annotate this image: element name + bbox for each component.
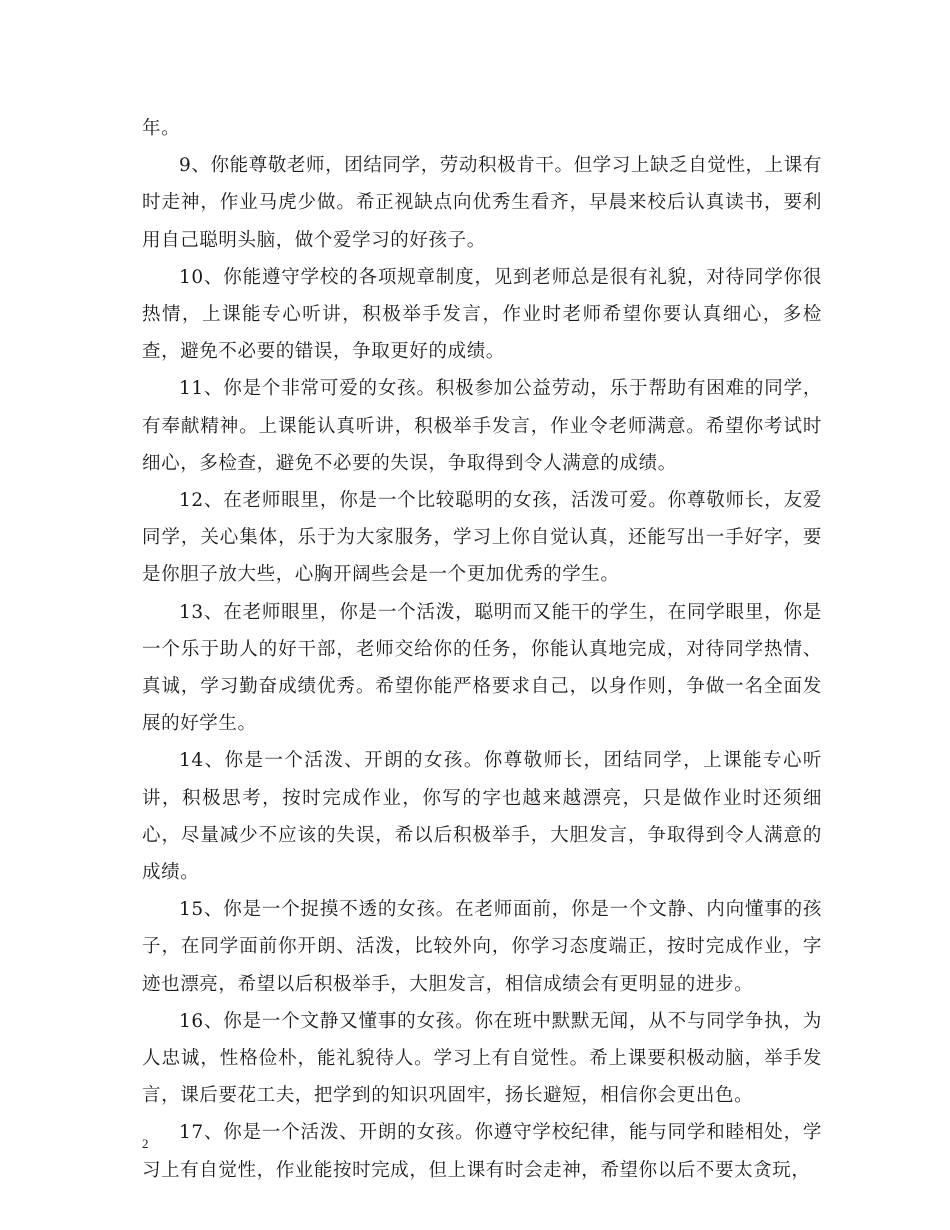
paragraph-comment-10: 10、你能遵守学校的各项规章制度，见到老师总是很有礼貌，对待同学你很热情，上课能专心听讲，积极举手发言，作业时老师希望你要认真细心，多检查，避免不必要的错误，争取更好的成绩。 — [142, 266, 822, 363]
page-number: 2 — [142, 1136, 149, 1151]
document-body — [142, 110, 822, 1189]
paragraph-comment-14: 14、你是一个活泼、开朗的女孩。你尊敬师长，团结同学，上课能专心听讲，积极思考，按时完成作业，你写的字也越来越漂亮，只是做作业时还须细心，尽量减少不应该的失误，希以后积极举手，大胆发言，争取得到令人满意的成绩。 — [142, 750, 822, 884]
paragraph-comment-16: 16、你是一个文静又懂事的女孩。你在班中默默无闻，从不与同学争执，为人忠诚，性格俭朴，能礼貌待人。学习上有自觉性。希上课要积极动脑，举手发言，课后要花工夫，把学到的知识巩固牢，扬长避短，相信你会更出色。 — [142, 1010, 822, 1107]
paragraph-comment-13: 13、在老师眼里，你是一个活泼，聪明而又能干的学生，在同学眼里，你是一个乐于助人的好干部，老师交给你的任务，你能认真地完成，对待同学热情、真诚，学习勤奋成绩优秀。希望你能严格要求自己，以身作则，争做一名全面发展的好学生。 — [142, 601, 822, 735]
paragraph-comment-9: 9、你能尊敬老师，团结同学，劳动积极肯干。但学习上缺乏自觉性，上课有时走神，作业马虎少做。希正视缺点向优秀生看齐，早晨来校后认真读书，要利用自己聪明头脑，做个爱学习的好孩子。 — [142, 155, 822, 251]
paragraph-comment-17: 17、你是一个活泼、开朗的女孩。你遵守学校纪律，能与同学和睦相处，学习上有自觉性，作业能按时完成，但上课有时会走神，希望你以后不要太贪玩， — [142, 1122, 822, 1181]
paragraph-comment-12: 12、在老师眼里，你是一个比较聪明的女孩，活泼可爱。你尊敬师长，友爱同学，关心集体，乐于为大家服务，学习上你自觉认真，还能写出一手好字，要是你胆子放大些，心胸开阔些会是一个更加优秀的学生。 — [142, 490, 822, 586]
paragraph-comment-15: 15、你是一个捉摸不透的女孩。在老师面前，你是一个文静、内向懂事的孩子，在同学面前你开朗、活泼，比较外向，你学习态度端正，按时完成作业，字迹也漂亮，希望以后积极举手，大胆发言，相信成绩会有更明显的进步。 — [142, 899, 822, 995]
paragraph-comment-11: 11、你是个非常可爱的女孩。积极参加公益劳动，乐于帮助有困难的同学，有奉献精神。上课能认真听讲，积极举手发言，作业令老师满意。希望你考试时细心，多检查，避免不必要的失误，争取得到令人满意的成绩。 — [142, 378, 822, 474]
paragraph-continuation: 年。 — [142, 118, 181, 139]
